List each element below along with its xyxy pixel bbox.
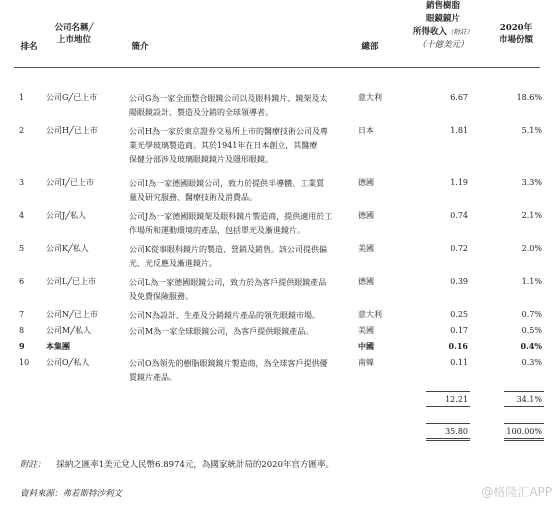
row-rank: 5	[19, 244, 25, 253]
total-double-line-revenue	[426, 438, 470, 441]
source-text: 弗若斯特沙利文	[62, 489, 123, 499]
header-company-line1: 公司名稱╱	[54, 23, 94, 33]
row-share: 3.3%	[521, 178, 542, 187]
footnote-label: 附註：	[20, 460, 46, 470]
row-rank: 6	[19, 277, 25, 286]
row-revenue: 0.16	[448, 341, 468, 351]
header-company	[42, 22, 106, 46]
subtotal-share: 34.1%	[516, 395, 542, 404]
row-hq: 美國	[358, 326, 374, 335]
row-share: 0.7%	[521, 310, 542, 319]
row-description-line: 公司G為一家全面整合眼鏡公司以及眼科鏡片、鏡架及太	[129, 94, 328, 103]
source-label: 資料來源：	[20, 489, 63, 499]
row-company: 公司N╱已上市	[46, 310, 98, 319]
row-description-line: 公司H為一家於東京證券交易所上市的醫療技術公司及專	[129, 127, 328, 136]
row-revenue: 0.25	[450, 310, 468, 319]
row-rank: 3	[19, 178, 25, 187]
row-revenue: 1.19	[450, 178, 468, 187]
row-hq: 意大利	[358, 93, 382, 102]
row-description	[129, 210, 351, 238]
header-description: 簡介	[131, 42, 149, 52]
row-description	[129, 357, 351, 385]
subtotal-bottom-line-share	[504, 406, 544, 407]
row-hq: 美國	[358, 244, 374, 253]
row-description-line: 公司O為領先的樹脂眼鏡鏡片製造商，為全球客戶提供優	[129, 359, 328, 368]
row-rank: 7	[19, 310, 25, 319]
row-share: 0.3%	[521, 358, 542, 367]
row-description	[129, 309, 351, 323]
row-company: 公司M╱私人	[46, 326, 92, 335]
row-description-line: 及免費保險服務。	[129, 292, 193, 301]
row-revenue: 0.17	[450, 326, 468, 335]
row-rank: 9	[19, 341, 25, 351]
row-hq: 德國	[358, 211, 374, 220]
row-description-line: 量及研究服務、醫療技術及消費品。	[129, 193, 257, 202]
row-revenue: 6.67	[450, 93, 468, 102]
row-hq: 意大利	[358, 310, 382, 319]
header-revenue-line2: 眼鏡鏡片	[425, 14, 460, 24]
row-description-line: 公司I為一家德國眼鏡公司，致力於提供半導體、工業質	[129, 179, 325, 188]
row-revenue: 1.81	[450, 126, 468, 135]
row-company: 公司I╱已上市	[46, 178, 94, 187]
row-share: 0.5%	[521, 326, 542, 335]
header-rank: 排名	[20, 42, 38, 52]
row-rank: 1	[19, 93, 25, 102]
header-share	[488, 22, 544, 46]
total-share: 100.00%	[506, 427, 542, 436]
row-description-line: 公司L為一家德國眼鏡公司，致力於為客戶提供眼鏡產品	[129, 278, 327, 287]
row-description-line: 公司K從事眼科鏡片的製造、營銷及銷售。該公司提供偏	[129, 245, 327, 254]
row-share: 2.1%	[521, 211, 542, 220]
row-description	[129, 125, 351, 167]
header-share-line2: 市場份額	[498, 35, 533, 45]
header-share-line1: 2020年	[499, 23, 533, 33]
footnote-text: 採納之匯率1美元兌人民幣6.8974元，為國家統計局的2020年官方匯率。	[56, 460, 335, 470]
row-share: 1.1%	[521, 277, 542, 286]
row-description-line: 公司M為一家全球眼鏡公司，為客戶提供眼鏡產品。	[129, 327, 314, 336]
row-description	[129, 276, 351, 304]
row-share: 0.4%	[520, 341, 542, 351]
row-hq: 德國	[358, 277, 374, 286]
row-company: 公司G╱已上市	[46, 93, 98, 102]
row-hq: 德國	[358, 178, 374, 187]
row-hq: 南韓	[358, 358, 374, 367]
row-description	[129, 92, 351, 120]
watermark: @格隆汇APP	[481, 485, 552, 499]
total-double-line-share	[504, 438, 544, 441]
total-line-share	[504, 423, 544, 424]
row-description-line: 光、光反應及漸進鏡片。	[129, 259, 217, 268]
subtotal-line-revenue	[426, 391, 470, 392]
row-description	[129, 325, 351, 339]
row-rank: 2	[19, 126, 25, 135]
header-revenue-line1: 銷售樹脂	[425, 1, 460, 11]
header-company-line2: 上市地位	[56, 35, 91, 45]
footnote	[20, 460, 334, 471]
row-revenue: 0.39	[450, 277, 468, 286]
header-revenue	[408, 0, 478, 52]
row-description	[129, 243, 351, 271]
total-line-revenue	[426, 423, 470, 424]
row-company: 公司K╱私人	[46, 244, 89, 253]
row-description-line: 業光學玻璃製造商。其於1941年在日本創立，其醫療	[129, 141, 318, 150]
header-revenue-note: （附註）	[447, 28, 473, 36]
header-hq: 總部	[361, 42, 379, 52]
header-revenue-unit: （十億美元）	[417, 40, 469, 50]
row-share: 5.1%	[521, 126, 542, 135]
source-note	[20, 489, 122, 500]
row-rank: 8	[19, 326, 25, 335]
row-share: 18.6%	[516, 93, 542, 102]
row-description-line: 作場所和運動環境的產品，包括單光及漸進鏡片。	[129, 226, 305, 235]
row-company: 公司H╱已上市	[46, 126, 98, 135]
row-company: 公司L╱已上市	[46, 277, 97, 286]
row-revenue: 0.72	[450, 244, 468, 253]
row-revenue: 0.74	[450, 211, 468, 220]
row-revenue: 0.11	[450, 358, 468, 367]
row-hq: 中國	[358, 341, 374, 351]
row-description-line: 公司J為一家德國眼鏡架及眼科鏡片製造商，提供適用於工	[129, 212, 333, 221]
row-description-line: 陽眼鏡設計、製造及分銷的全球領導者。	[129, 108, 273, 117]
subtotal-line-share	[504, 391, 544, 392]
subtotal-revenue: 12.21	[445, 395, 468, 404]
row-hq: 日本	[358, 126, 374, 135]
row-description-line: 公司N為設計、生產及分銷鏡片產品的領先眼鏡市場。	[129, 311, 320, 320]
header-revenue-line3-wrap	[408, 26, 478, 39]
header-divider	[14, 67, 540, 68]
row-rank: 10	[19, 358, 30, 367]
row-description-line: 保健分部涉及玻璃眼鏡鏡片及隱形眼鏡。	[129, 155, 273, 164]
total-revenue: 35.80	[445, 427, 468, 436]
row-rank: 4	[19, 211, 25, 220]
row-description-line: 質鏡片產品。	[129, 373, 177, 382]
header-revenue-line3: 所得收入	[412, 27, 447, 37]
row-share: 2.0%	[521, 244, 542, 253]
row-company: 公司J╱私人	[46, 211, 87, 220]
row-company: 公司O╱私人	[46, 358, 90, 367]
subtotal-bottom-line-revenue	[426, 406, 470, 407]
row-company: 本集團	[46, 341, 70, 351]
row-description	[129, 177, 351, 205]
